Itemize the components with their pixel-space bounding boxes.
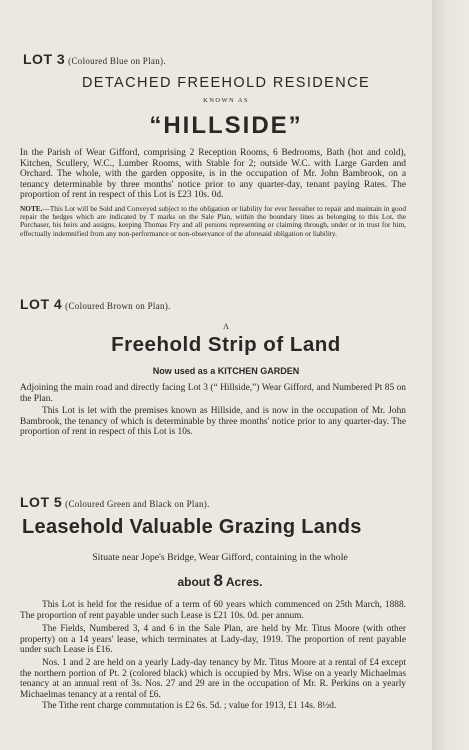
lot-5-about: about (177, 575, 211, 589)
lot-3-note (20, 205, 406, 238)
lot-4-plan-note: (Coloured Brown on Plan). (65, 301, 171, 311)
lot-4-para-2: This Lot is let with the premises known as Hillside, and is now in the occupation of Mr. John Bambrook, the tenancy of which is determinable by three months' notice prior to any quarter-day. The proportion of rent in respect of this Lot is 10s. (20, 406, 406, 437)
lot-3-note-text: —This Lot will be Sold and Conveyed subject to the obligation or liability for ever hereafter to repair and maintain in good repair the hedges which are indicated by T marks on the Sale Plan, within the boundary lines as belonging to this Lot, the Purchaser, his heirs and assigns, keeping Thomas Fry and all persons representing or claiming through, under or in trust for him, effectually indemnified from any non-performance or non-observance of the aforesaid obligation or liability. (20, 204, 406, 238)
lot-5-tithe: The Tithe rent charge commutation is £2 6s. 5d. ; value for 1913, £1 14s. 8½d. (42, 701, 337, 711)
lot-5-para-1: This Lot is held for the residue of a term of 60 years which commenced on 25th March, 1888. The proportion of rent payable under such Lease is £21 10s. 0d. per annum. (20, 600, 406, 621)
lot-5-acreage (20, 571, 420, 591)
lot-3-note-label: NOTE. (20, 204, 43, 213)
page-edge (432, 0, 469, 750)
lot-3-property-name: “HILLSIDE” (149, 112, 303, 139)
lot-4-article: A (223, 322, 229, 331)
lot-5-plan-note: (Coloured Green and Black on Plan). (65, 499, 210, 509)
lot-4-para-1: Adjoining the main road and directly facing Lot 3 (“ Hillside,”) Wear Gifford, and Numbered Pt 85 on the Plan. (20, 383, 406, 404)
lot-4-number: LOT 4 (20, 296, 63, 312)
lot-5-para-2: The Fields, Numbered 3, 4 and 6 in the Sale Plan, are held by Mr. Titus Moore (with other property) on a 14 years' lease, which terminates at Lady-day, 1919. The proportion of rent payable under such Lease is £16. (20, 624, 406, 655)
lot-5-heading: Leasehold Valuable Grazing Lands (22, 516, 362, 538)
lot-3-known-as: KNOWN AS (203, 97, 249, 104)
lot-3-description: In the Parish of Wear Gifford, comprising 2 Reception Rooms, 6 Bedrooms, Bath (hot and cold), Kitchen, Scullery, W.C., Lumber Rooms, with Stable for 2; outside W.C. with Large Garden and Orchard. The whole, with the garden opposite, is in the occupation of Mr. John Bambrook, on a tenancy determinable by three months' notice prior to any quarter-day, tenant paying Rates. The proportion of rent in respect of this Lot is £23 10s. 0d. (20, 148, 406, 200)
lot-4-header (20, 296, 171, 313)
lot-3-header (23, 51, 166, 68)
lot-3-heading: DETACHED FREEHOLD RESIDENCE (81, 75, 371, 91)
lot-5-number: LOT 5 (20, 494, 63, 510)
lot-5-acres-word: Acres. (225, 575, 263, 589)
lot-5-header (20, 494, 210, 511)
lot-5-acres-number: 8 (213, 571, 223, 590)
lot-3-number: LOT 3 (23, 51, 66, 67)
lot-4-subheading: Now used as a KITCHEN GARDEN (152, 366, 300, 376)
lot-5-situation: Situate near Jope's Bridge, Wear Gifford, containing in the whole (92, 552, 348, 563)
lot-5-para-3: Nos. 1 and 2 are held on a yearly Lady-day tenancy by Mr. Titus Moore at a rental of £4 except the northern portion of Pt. 2 (colored black) which is occupied by Mrs. Wise on a yearly Michaelmas tenancy at an annual rent of 3s. Nos. 27 and 29 are in the occupation of Mr. R. Perkins on a yearly Michaelmas tenancy at a rental of £6. (20, 658, 406, 700)
lot-4-heading: Freehold Strip of Land (111, 333, 341, 356)
lot-3-plan-note: (Coloured Blue on Plan). (68, 56, 166, 66)
